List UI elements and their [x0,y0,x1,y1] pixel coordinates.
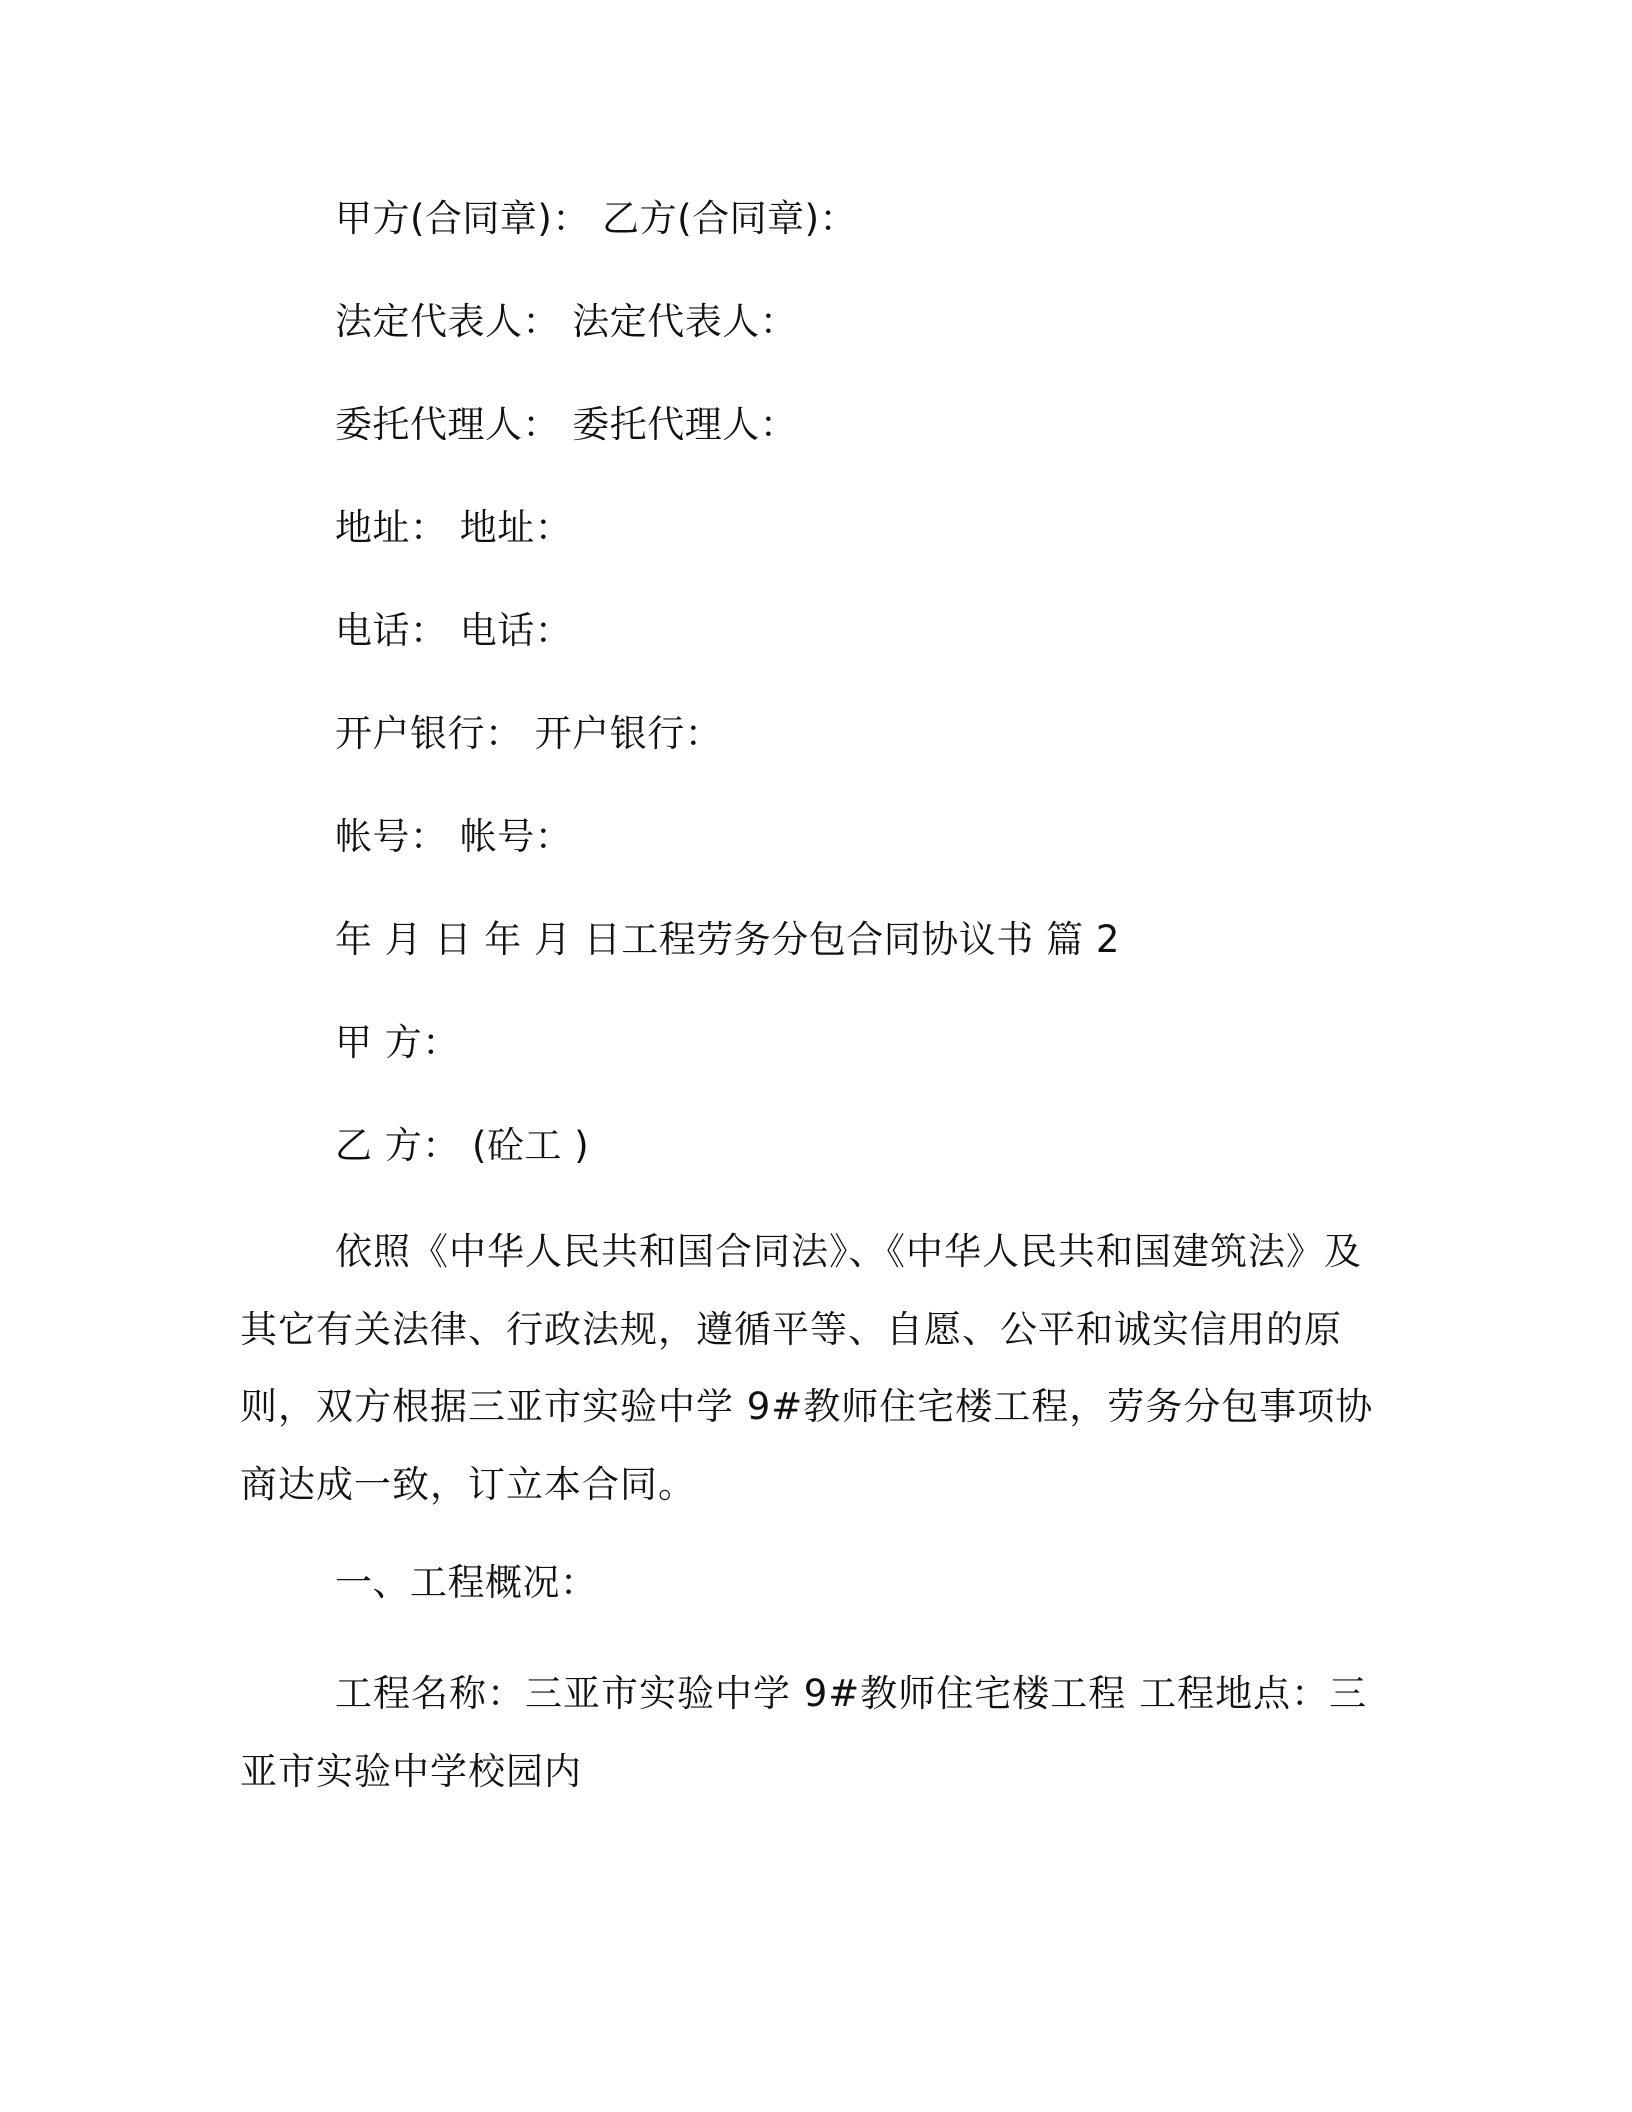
account-number-line: 帐号： 帐号： [335,815,573,858]
section-heading: 一、工程概况： [335,1561,598,1604]
legal-representative-line: 法定代表人： 法定代表人： [335,300,798,343]
party-a-line: 甲 方： [335,1021,460,1064]
address-line: 地址： 地址： [335,506,573,549]
date-and-title-line: 年 月 日 年 月 日工程劳务分包合同协议书 篇 2 [335,918,1120,961]
authorized-agent-line: 委托代理人： 委托代理人： [335,403,798,446]
phone-line: 电话： 电话： [335,609,573,652]
intro-paragraph: 依照《中华人民共和国合同法》、《中华人民共和国建筑法》及其它有关法律、行政法规，遵循平等、自愿、公平和诚实信用的原则，双方根据三亚市实验中学 9#教师住宅楼工程，劳务分包事项协商达成一致，订立本合同。 [240,1230,1374,1506]
project-paragraph: 工程名称：三亚市实验中学 9#教师住宅楼工程 工程地点：三亚市实验中学校园内 [240,1672,1368,1793]
party-b-line: 乙 方： (砼工 ) [335,1124,590,1167]
signature-party-line: 甲方(合同章)： 乙方(合同章)： [335,197,858,240]
bank-line: 开户银行： 开户银行： [335,712,723,755]
